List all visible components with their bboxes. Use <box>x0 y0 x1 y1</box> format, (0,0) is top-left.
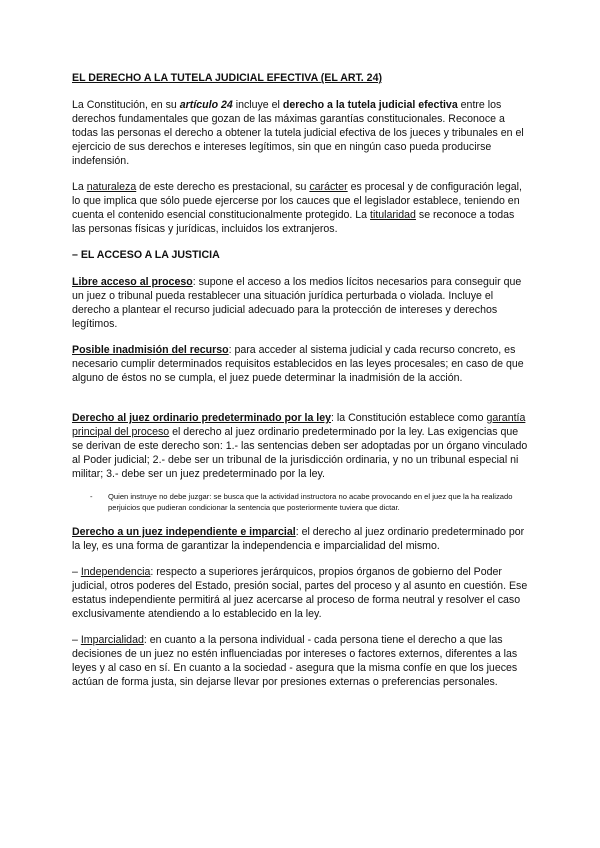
inadmission-term: Posible inadmisión del recurso <box>72 344 229 356</box>
article-reference: artículo 24 <box>179 99 233 111</box>
independent-judge-text: : el derecho al juez ordinario predeterminado por la ley, es una forma de garantizar la independencia e imparcialidad del mismo. <box>72 526 525 552</box>
ordinary-judge-term: Derecho al juez ordinario predeterminado por la ley <box>72 412 332 424</box>
main-guarantee-term: garantía principal del proceso <box>72 412 526 438</box>
impartiality-text: : en cuanto a la persona individual - cada persona tiene el derecho a que las decisiones de un juez no estén influenciadas por intereses o factores externos, diferentes a las leyes y al caso en sí. En cuanto a la sociedad - asegura que la misma confíe en que los jueces actúan de forma justa, sin dejarse llevar por presiones externas o preferencias personales. <box>72 634 518 688</box>
independence-term: Independencia <box>80 566 151 578</box>
ordinary-judge-paragraph <box>72 411 528 481</box>
independence-paragraph <box>72 565 528 621</box>
ordinary-judge-text-1: : la Constitución establece como <box>331 412 487 424</box>
independent-judge-term: Derecho a un juez independiente e imparcial <box>72 526 296 538</box>
impartiality-paragraph <box>72 633 528 689</box>
independence-dash: – <box>72 566 81 578</box>
nature-term: naturaleza <box>86 181 137 193</box>
inadmission-text: : para acceder al sistema judicial y cada recurso concreto, es necesario cumplir determinados requisitos establecidos en las leyes procesales; en caso de que alguno de éstos no se cumpla, el juez puede determinar la inadmisión de la acción. <box>72 344 524 384</box>
intro-text-1: La Constitución, en su <box>72 99 180 111</box>
nature-text-3: es procesal y de configuración legal, lo que implica que sólo puede ejercerse por los cauces que el legislador establece, teniendo en cuenta el contenido esencial constitucionalmente protegido. La <box>72 181 522 221</box>
free-access-term: Libre acceso al proceso <box>72 276 193 288</box>
note-text: Quien instruye no debe juzgar: se busca que la actividad instructora no acabe provocando en el juez que la ha realizado perjuicios que pudieran condicionar la sentencia que posteriormente tuviera que dictar. <box>108 492 513 512</box>
nature-text-4: se reconoce a todas las personas físicas y jurídicas, incluidos los extranjeros. <box>72 209 515 235</box>
ownership-term: titularidad <box>370 209 416 221</box>
document-title: EL DERECHO A LA TUTELA JUDICIAL EFECTIVA (EL ART. 24) <box>72 72 382 84</box>
document-body <box>72 71 528 701</box>
bullet-dash: - <box>90 492 93 501</box>
bullet-note <box>72 491 528 513</box>
impartiality-dash: – <box>72 634 81 646</box>
intro-text-3: entre los derechos fundamentales que gozan de las máximas garantías constitucionales. Reconoce a todas las personas el derecho a obtener la tutela judicial efectiva de los jueces y tribunales en el ejercicio de sus derechos e intereses legítimos, sin que en ningún caso pueda producirse indefensión. <box>72 99 524 167</box>
nature-text-2: de este derecho es prestacional, su <box>136 181 310 193</box>
impartiality-term: Imparcialidad <box>80 634 144 646</box>
spacer <box>72 397 528 411</box>
nature-text-1: La <box>72 181 87 193</box>
right-name: derecho a la tutela judicial efectiva <box>282 99 458 111</box>
intro-paragraph <box>72 98 528 168</box>
free-access-paragraph <box>72 275 528 331</box>
ordinary-judge-text-2: el derecho al juez ordinario predeterminado por la ley. Las exigencias que se derivan de este derecho son: 1.- las sentencias deben ser adoptadas por un órgano vinculado al Poder judicial; 2.- debe ser un tribunal de la jurisdicción ordinaria, y no un tribunal especial ni militar; 3.- debe ser un juez predeterminado por la ley. <box>72 426 528 480</box>
independent-judge-paragraph <box>72 525 528 553</box>
free-access-text: : supone el acceso a los medios lícitos necesarios para conseguir que un juez o tribunal pueda restablecer una situación jurídica perturbada o violada. Incluye el derecho a plantear el recurso judicial adecuado para la protección de intereses y derechos legítimos. <box>72 276 522 330</box>
independence-text: : respecto a superiores jerárquicos, propios órganos de gobierno del Poder judicial, otros poderes del Estado, presión social, partes del proceso y al asunto en cuestión. Ese estatus independiente permitirá al juez acercarse al proceso de forma neutral y resolver el caso exclusivamente atendiendo a lo establecido en la ley. <box>72 566 528 620</box>
character-term: carácter <box>309 181 348 193</box>
inadmission-paragraph <box>72 343 528 385</box>
intro-text-2: incluye el <box>232 99 283 111</box>
nature-paragraph <box>72 180 528 236</box>
section-heading: – EL ACCESO A LA JUSTICIA <box>72 249 220 261</box>
